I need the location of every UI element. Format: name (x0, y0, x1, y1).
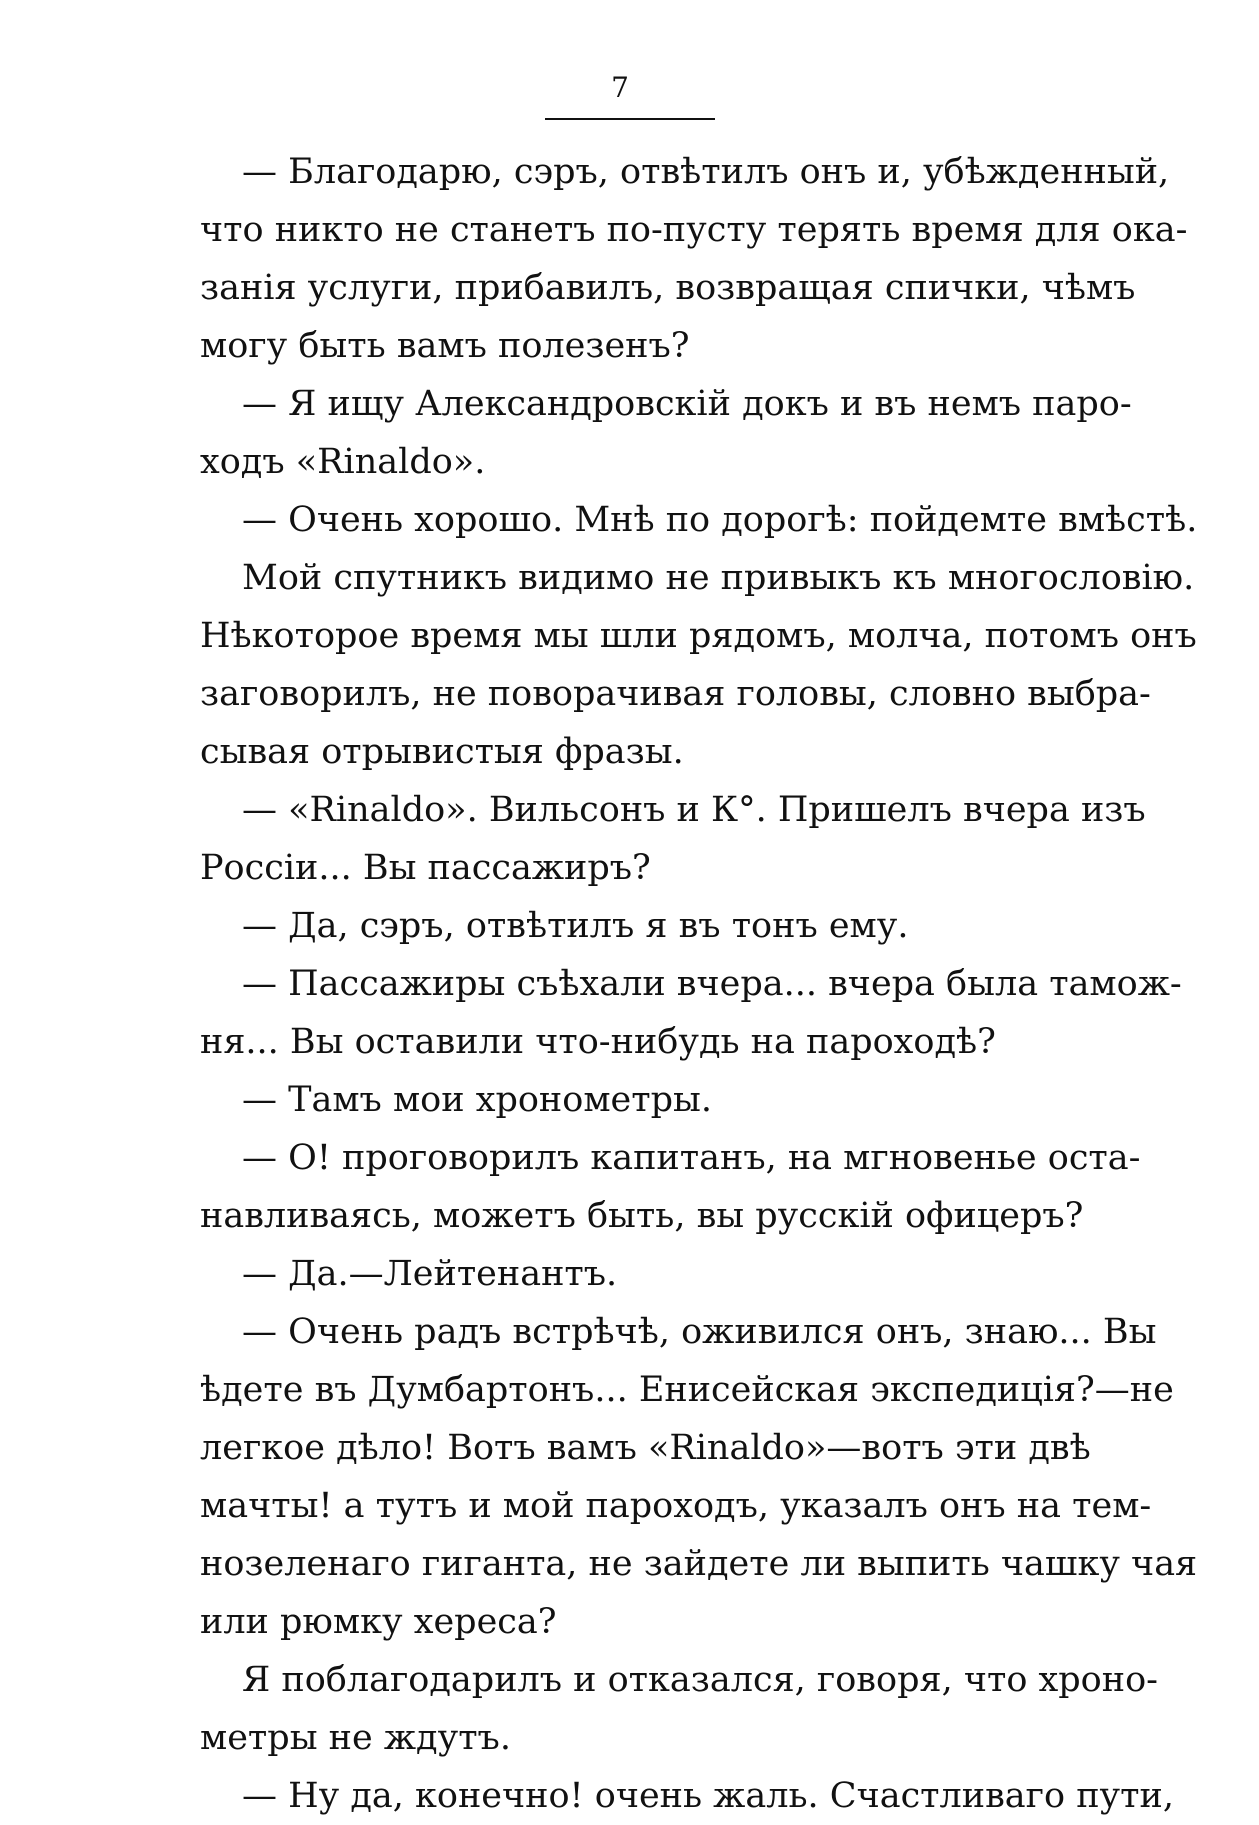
text-line: могу быть вамъ полезенъ? (200, 326, 690, 366)
text-line: Нѣкоторое время мы шли рядомъ, молча, потомъ онъ (200, 616, 1197, 656)
text-line: — Очень радъ встрѣчѣ, оживился онъ, знаю... Вы (242, 1312, 1157, 1352)
text-line: занія услуги, прибавилъ, возвращая спички, чѣмъ (200, 268, 1136, 308)
text-line: Мой спутникъ видимо не привыкъ къ многословію. (242, 558, 1195, 598)
text-line: — Пассажиры съѣхали вчера... вчера была тамож- (242, 964, 1182, 1004)
text-line: — Благодарю, сэръ, отвѣтилъ онъ и, убѣжденный, (242, 152, 1170, 192)
text-line: легкое дѣло! Вотъ вамъ «Rinaldo»—вотъ эти двѣ (200, 1428, 1091, 1468)
text-line: Россіи... Вы пассажиръ? (200, 848, 651, 888)
text-line: — Я ищу Александровскій докъ и въ немъ паро- (242, 384, 1132, 424)
body-text (200, 143, 1198, 1825)
text-line: ѣдете въ Думбартонъ... Енисейская экспедиція?—не (200, 1370, 1174, 1410)
text-line: — Тамъ мои хронометры. (242, 1080, 713, 1120)
text-line: нозеленаго гиганта, не зайдете ли выпить чашку чая (200, 1544, 1198, 1584)
text-line: — О! проговорилъ капитанъ, на мгновенье оста- (242, 1138, 1141, 1178)
text-line: что никто не станетъ по-пусту терять время для ока- (200, 210, 1188, 250)
text-line: сывая отрывистыя фразы. (200, 732, 684, 772)
text-line: или рюмку хереса? (200, 1602, 557, 1642)
text-line: навливаясь, можетъ быть, вы русскій офицеръ? (200, 1196, 1084, 1236)
text-line: заговорилъ, не поворачивая головы, словно выбра- (200, 674, 1151, 714)
text-line: — «Rinaldo». Вильсонъ и К°. Пришелъ вчера изъ (242, 790, 1146, 830)
text-line: — Да, сэръ, отвѣтилъ я въ тонъ ему. (242, 906, 909, 946)
text-line: ня... Вы оставили что-нибудь на пароходѣ? (200, 1022, 996, 1062)
text-line: ходъ «Rinaldo». (200, 442, 486, 482)
text-line: — Очень хорошо. Мнѣ по дорогѣ: пойдемте вмѣстѣ. (242, 500, 1198, 540)
text-line: — Ну да, конечно! очень жаль. Счастливаго пути, (242, 1776, 1174, 1816)
text-line: — Да.—Лейтенантъ. (242, 1254, 618, 1294)
text-line: метры не ждутъ. (200, 1718, 511, 1758)
text-line: мачты! а тутъ и мой пароходъ, указалъ онъ на тем- (200, 1486, 1152, 1526)
page-number: 7 (611, 71, 629, 104)
header-rule (545, 118, 715, 120)
text-line: Я поблагодарилъ и отказался, говоря, что хроно- (242, 1660, 1158, 1700)
